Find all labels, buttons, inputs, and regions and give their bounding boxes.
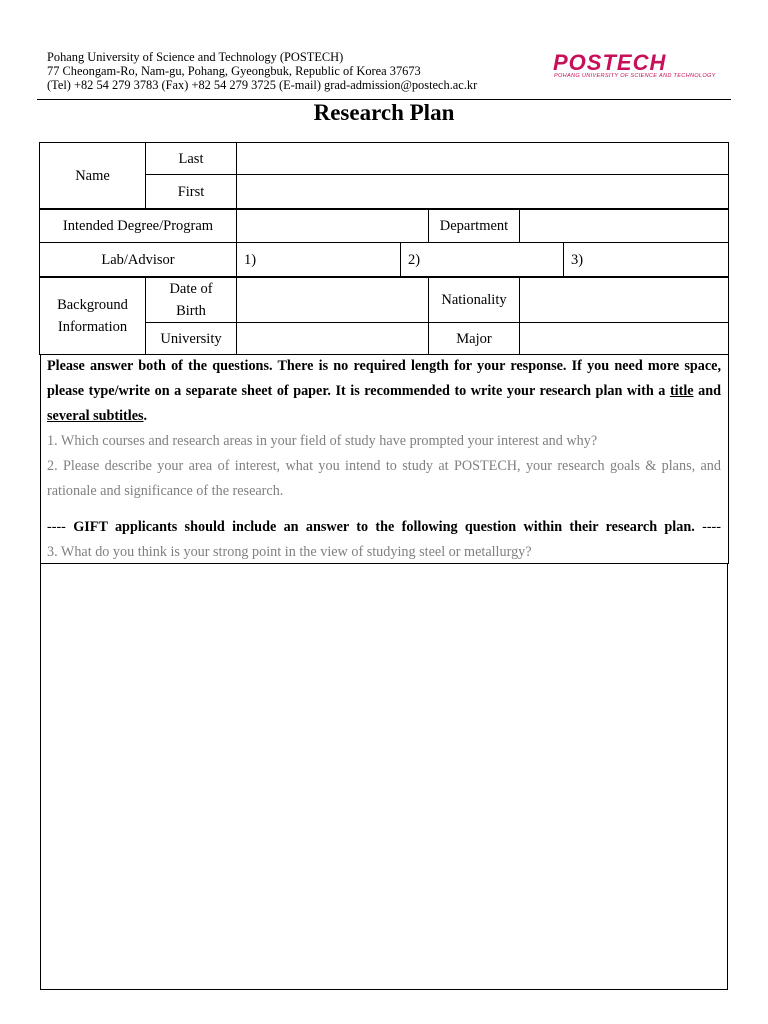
dob-label-line2: Birth: [176, 302, 206, 319]
question-2: 2. Please describe your area of interest, what you intend to study at POSTECH, your research goals & plans, and rationale and significance of the research.: [47, 458, 721, 499]
department-label: Department: [439, 217, 509, 234]
subtitles-emphasis: several subtitles: [47, 408, 144, 424]
name-label: Name: [75, 167, 110, 184]
background-label-line1: Background: [57, 296, 128, 313]
university-label: University: [160, 330, 222, 347]
instructions: [47, 354, 721, 565]
last-name-field[interactable]: [237, 143, 728, 174]
background-information-label: [40, 277, 145, 354]
question-1: 1. Which courses and research areas in your field of study have prompted your interest and why?: [47, 433, 598, 449]
major-field[interactable]: [520, 323, 728, 354]
university-contact: (Tel) +82 54 279 3783 (Fax) +82 54 279 3725 (E-mail) grad-admission@postech.ac.kr: [47, 78, 478, 92]
university-contact-header: [47, 50, 477, 92]
logo-tagline: POHANG UNIVERSITY OF SCIENCE AND TECHNOLOGY: [554, 73, 716, 79]
nationality-label: Nationality: [441, 291, 507, 308]
instructions-and-text: and: [693, 383, 722, 399]
logo-wordmark: POSTECH: [553, 50, 667, 75]
gift-note: [47, 515, 721, 540]
instructions-intro-text: Please answer both of the questions. There is no required length for your response. If you need more space, please type/write on a separate sheet of paper. It is recommended to write your research plan with a: [47, 358, 721, 399]
gift-dash-right: ----: [702, 519, 721, 535]
university-name: Pohang University of Science and Technology (POSTECH): [47, 50, 344, 64]
date-of-birth-field[interactable]: [237, 277, 428, 322]
instructions-bold: [47, 354, 721, 429]
date-of-birth-label: [146, 277, 236, 322]
gift-dash-left: ----: [47, 519, 66, 535]
intended-degree-label: Intended Degree/Program: [62, 217, 214, 234]
title-emphasis: title: [669, 383, 694, 399]
major-label: Major: [456, 330, 492, 347]
question-3: 3. What do you think is your strong point in the view of studying steel or metallurgy?: [47, 544, 532, 560]
university-address: 77 Cheongam-Ro, Nam-gu, Pohang, Gyeongbuk, Republic of Korea 37673: [47, 64, 421, 78]
page-title: Research Plan: [313, 100, 455, 125]
intended-degree-field[interactable]: [237, 209, 428, 242]
lab-advisor-field-2[interactable]: 2): [408, 251, 421, 268]
first-name-label: First: [177, 183, 205, 200]
university-field[interactable]: [237, 323, 428, 354]
lab-advisor-field-1[interactable]: 1): [244, 251, 257, 268]
lab-advisor-field-3[interactable]: 3): [571, 251, 584, 268]
postech-logo: [553, 52, 721, 82]
lab-advisor-label: Lab/Advisor: [101, 251, 175, 268]
nationality-field[interactable]: [520, 277, 728, 322]
dob-label-line1: Date of: [169, 280, 213, 297]
department-field[interactable]: [520, 209, 728, 242]
instructions-period: .: [143, 408, 148, 424]
gift-note-text: GIFT applicants should include an answer to the following question within their research plan.: [65, 519, 703, 535]
last-name-label: Last: [178, 150, 204, 167]
first-name-field[interactable]: [237, 175, 728, 208]
background-label-line2: Information: [57, 318, 128, 335]
research-plan-answer-area[interactable]: [40, 563, 728, 990]
